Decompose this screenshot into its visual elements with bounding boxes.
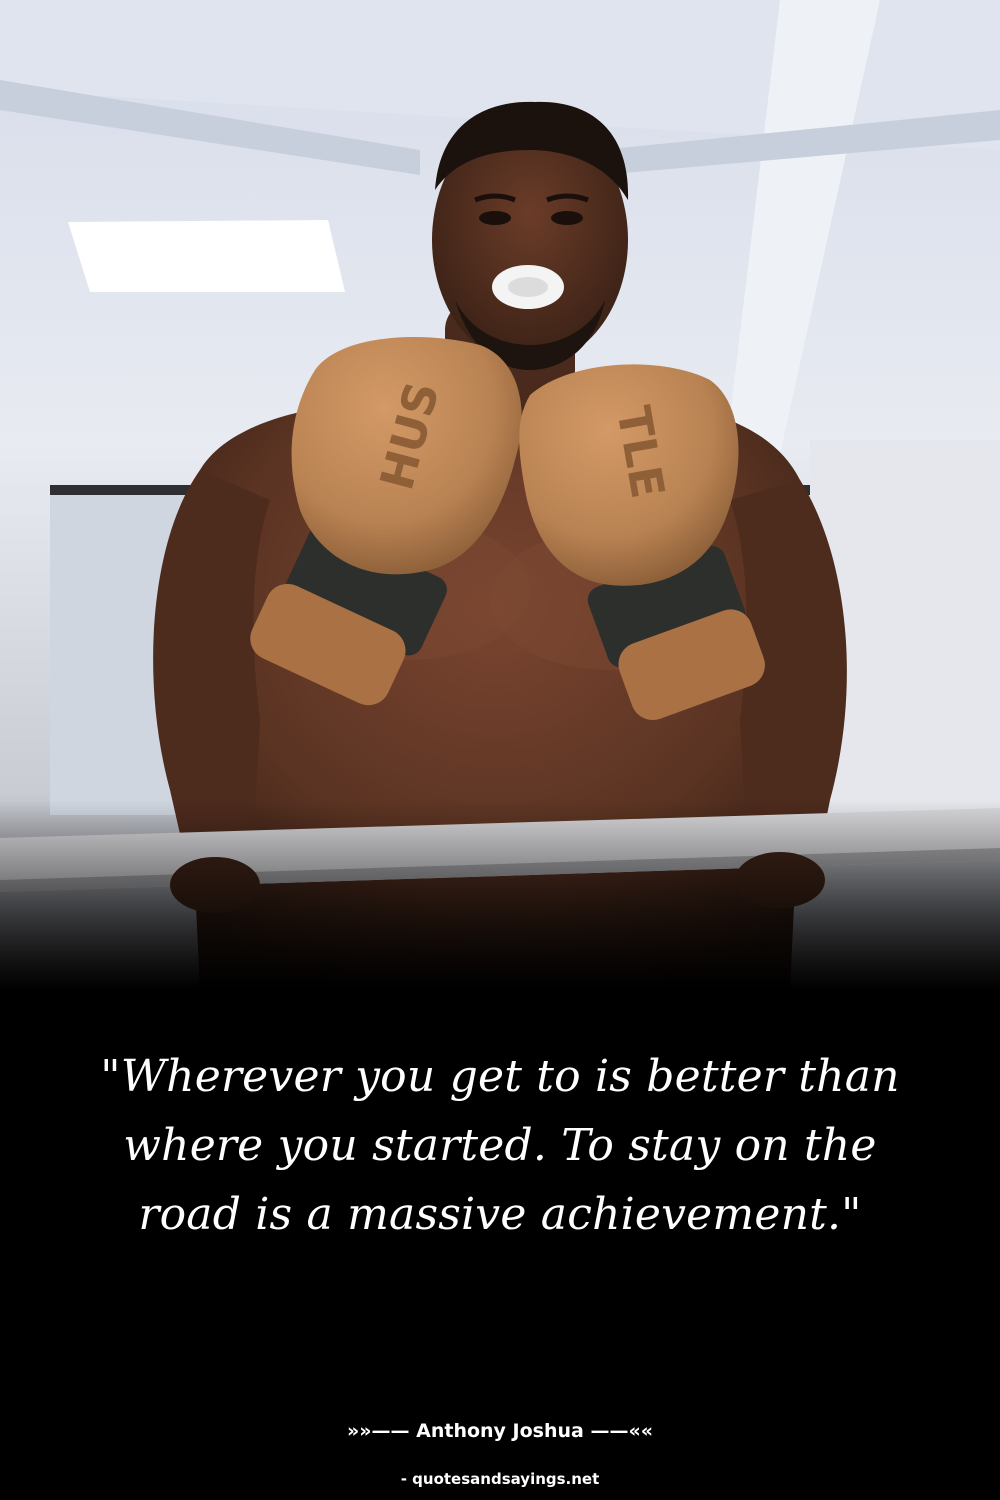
glove-right-text: TLE — [606, 402, 676, 503]
eye — [479, 211, 511, 225]
window-frame — [50, 485, 200, 495]
quote-section — [0, 990, 1000, 1500]
quote-author: »»—— Anthony Joshua ——«« — [346, 1420, 654, 1442]
bottom-fade — [0, 800, 1000, 990]
eye — [551, 211, 583, 225]
ceiling-light — [68, 220, 345, 292]
quote-text: "Wherever you get to is better than where you started. To stay on the road is a massive achievement." — [100, 1051, 900, 1240]
glove-left-text: HUS — [369, 376, 450, 496]
source-credit: - quotesandsayings.net — [400, 1470, 600, 1488]
mouthguard-detail — [508, 277, 548, 297]
